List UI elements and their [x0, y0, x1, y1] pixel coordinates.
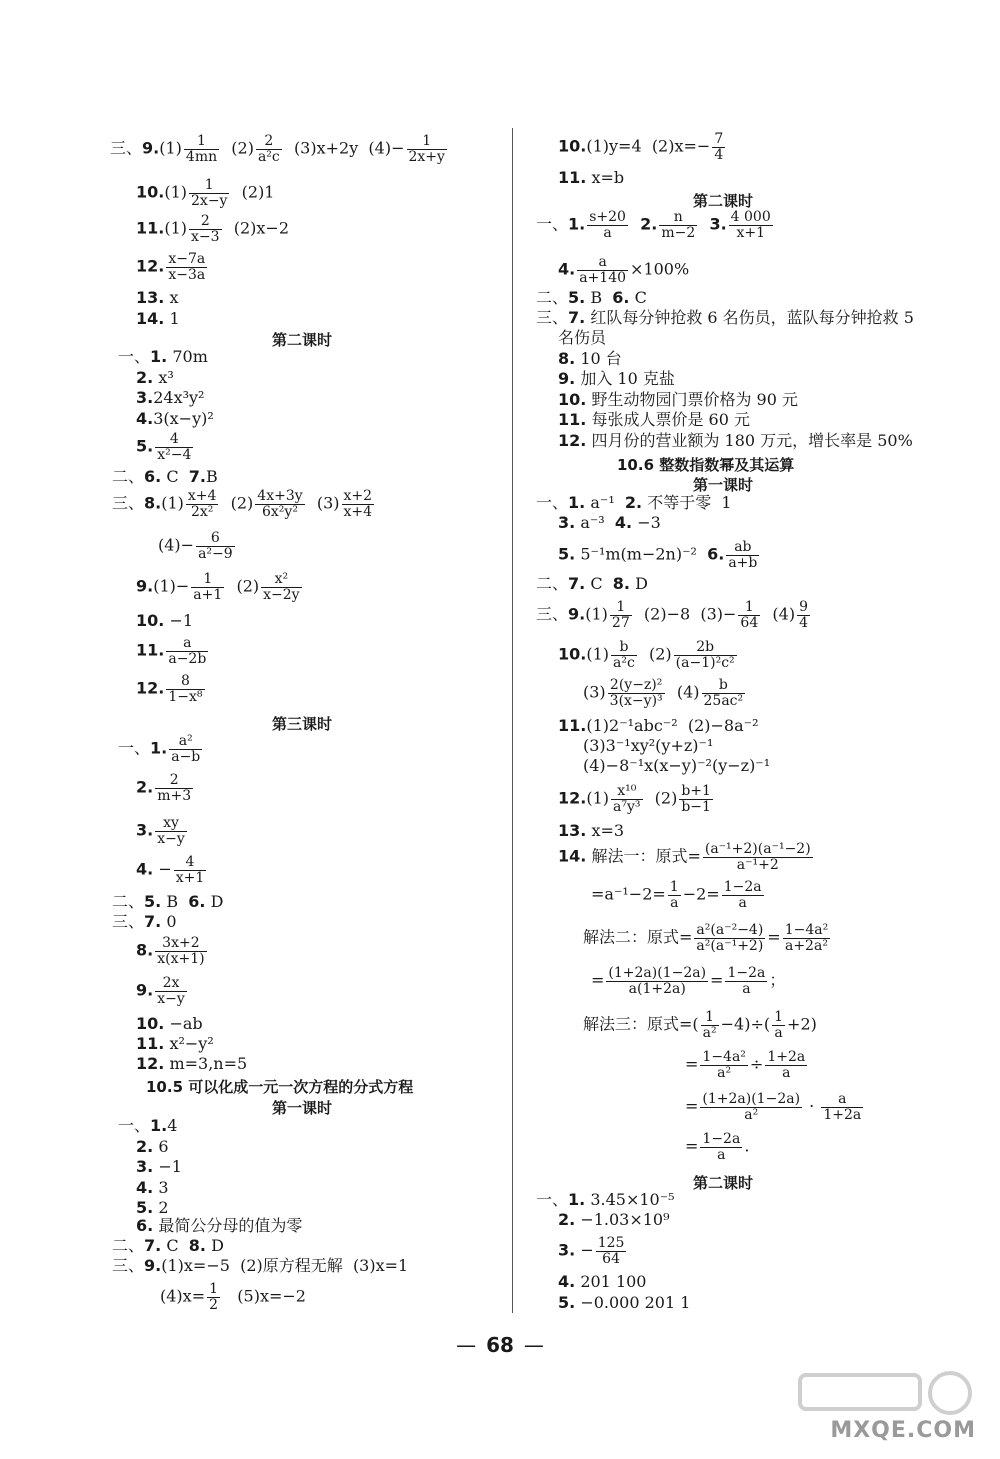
fraction: $\frac{b}{\text{25ac²}}$	[703, 677, 744, 709]
fraction: $\frac{4}{x+1}$	[175, 854, 205, 886]
section-heading: 第二课时	[693, 192, 754, 210]
fraction: $\frac{1}{64}$	[740, 599, 759, 631]
section-heading: 第二课时	[693, 1174, 754, 1192]
answer-line: 二、5. B 6. D	[112, 892, 224, 911]
answer-line: (4)−8⁻¹x(x−y)⁻²(y−z)⁻¹	[583, 756, 771, 775]
section-heading: 第一课时	[272, 1099, 333, 1117]
answer-line: 二、7. C 8. D	[536, 574, 648, 593]
answer-line: 10. −ab	[136, 1014, 203, 1033]
fraction: $\frac{b+1}{b-1}$	[681, 783, 711, 815]
answer-line: 三、9.(1) $\frac{1}{4mn}$ (2) $\frac{2}{\text{a²c}}$ (3)x+2y (4)− $\frac{1}{2x+y}$	[110, 133, 445, 165]
answer-line: 3. −1	[136, 1157, 182, 1176]
answer-line: 11.(1) $\frac{2}{x-3}$ (2)x−2	[136, 213, 290, 245]
answer-line: 8. $\frac{3x+2}{x(x+1)}$	[136, 935, 205, 967]
fraction: $\frac{2x}{x-y}$	[157, 975, 185, 1007]
section-heading: 第三课时	[272, 715, 333, 733]
fraction: $\frac{b}{\text{a²c}}$	[613, 639, 635, 671]
fraction: $\frac{\text{a²}}{a-b}$	[171, 733, 201, 765]
fraction: $\frac{1}{a}$	[669, 879, 679, 911]
answer-line: 14. 解法一：原式= $\frac{\text{(a⁻¹+2)(a⁻¹−2)}}{\text{a⁻¹+2}}$	[558, 841, 811, 873]
column-divider	[512, 128, 513, 1313]
fraction: $\frac{\text{a²(a⁻²−4)}}{\text{a²(a⁻¹+2)}}$	[696, 922, 764, 954]
answer-line: 10.(1) $\frac{b}{\text{a²c}}$ (2) $\frac{2b}{\text{(a−1)²c²}}$	[558, 639, 735, 671]
answer-line: 4. 201 100	[558, 1272, 647, 1291]
answer-line: 10.(1)y=4 (2)x=− $\frac{7}{4}$	[558, 131, 724, 163]
answer-line: 14. 1	[136, 309, 180, 328]
fraction: $\frac{x-7a}{x-3a}$	[168, 251, 206, 283]
fraction: $\frac{4}{\text{x²−4}}$	[157, 431, 192, 463]
fraction: $\frac{1}{a+1}$	[193, 571, 223, 603]
answer-line: 一、1. 70m	[118, 347, 208, 366]
fraction: $\frac{(1+2a)(1-2a)}{a(1+2a)}$	[608, 965, 707, 997]
fraction: $\frac{\text{1−4a²}}{\text{a²}}$	[702, 1049, 746, 1081]
answer-line: 一、1. 3.45×10⁻⁵	[536, 1190, 675, 1209]
answer-line: 12.(1) $\frac{\text{x¹⁰}}{\text{a⁷y³}}$ (2) $\frac{b+1}{b-1}$	[558, 783, 711, 815]
fraction: $\frac{6}{\text{a²−9}}$	[198, 530, 233, 562]
fraction: $\frac{n}{m-2}$	[661, 209, 696, 241]
answer-line: 11.(1)2⁻¹abc⁻² (2)−8a⁻²	[558, 716, 759, 735]
answer-line: 二、5. B 6. C	[536, 288, 647, 307]
fraction: $\frac{3x+2}{x(x+1)}$	[157, 935, 205, 967]
answer-line: 6. 最简公分母的值为零	[136, 1216, 303, 1235]
answer-line: 5. 2	[136, 1198, 169, 1217]
fraction: $\frac{\text{(a⁻¹+2)(a⁻¹−2)}}{\text{a⁻¹+2}}$	[704, 841, 811, 873]
answer-line: 一、1. $\frac{s+20}{a}$ 2. $\frac{n}{m-2}$ 3. $\frac{4 000}{x+1}$	[536, 209, 771, 241]
answer-line: 3. − $\frac{125}{64}$	[558, 1235, 625, 1267]
answer-line: 9. 加入 10 克盐	[558, 369, 675, 388]
section-heading: 10.6 整数指数幂及其运算	[617, 456, 795, 474]
fraction: $\frac{xy}{x-y}$	[157, 815, 185, 847]
answer-line: 12. m=3,n=5	[136, 1054, 248, 1073]
fraction: $\frac{ab}{a+b}$	[728, 539, 758, 571]
answer-line: 5. $\frac{4}{\text{x²−4}}$	[136, 431, 192, 463]
answer-line: 4. $\frac{a}{a+140}$ ×100%	[558, 254, 690, 286]
fraction: $\frac{1}{4mn}$	[185, 133, 218, 165]
fraction: $\frac{\text{1−4a²}}{\text{a+2a²}}$	[784, 922, 829, 954]
fraction: $\frac{2}{m+3}$	[157, 772, 192, 804]
answer-line: 解法三：原式=( $\frac{1}{\text{a²}}$ −4)÷( $\frac{1}{a}$ +2)	[583, 1009, 817, 1041]
answer-line: 11. x=b	[558, 168, 625, 187]
answer-line: 11. x²−y²	[136, 1034, 214, 1053]
section-heading: 10.5 可以化成一元一次方程的分式方程	[146, 1078, 414, 1096]
answer-line: 11. $\frac{a}{a-2b}$	[136, 635, 207, 667]
answer-line: 10. 野生动物园门票价格为 90 元	[558, 390, 798, 409]
answer-line: 三、7. 红队每分钟抢救 6 名伤员，蓝队每分钟抢救 5	[536, 308, 914, 327]
fraction: $\frac{7}{4}$	[714, 131, 724, 163]
answer-line: (3) $\frac{\text{2(y−z)²}}{\text{3(x−y)³}}$ (4) $\frac{b}{\text{25ac²}}$	[583, 677, 744, 709]
answer-line: 解法二：原式= $\frac{\text{a²(a⁻²−4)}}{\text{a²(a⁻¹+2)}}$ = $\frac{\text{1−4a²}}{\text{a+2a²}}$	[583, 922, 829, 954]
page-number: — 68 —	[456, 1333, 544, 1357]
fraction: $\frac{9}{4}$	[799, 599, 808, 631]
answer-line: 一、1. $\frac{\text{a²}}{a-b}$	[118, 733, 201, 765]
fraction: $\frac{\text{2(y−z)²}}{\text{3(x−y)³}}$	[609, 677, 663, 709]
answer-line: 4. 3	[136, 1178, 169, 1197]
answer-line: 名伤员	[558, 328, 607, 347]
answer-line: 三、9.(1)x=−5 (2)原方程无解 (3)x=1	[112, 1256, 409, 1275]
answer-line: 10.(1) $\frac{1}{2x-y}$ (2)1	[136, 177, 275, 209]
answer-line: 5. −0.000 201 1	[558, 1293, 691, 1312]
page-number-dash: —	[523, 1333, 544, 1357]
section-heading: 第二课时	[272, 331, 333, 349]
fraction: $\frac{1}{\text{a²}}$	[702, 1009, 717, 1041]
fraction: $\frac{1-2a}{a}$	[702, 1131, 741, 1163]
fraction: $\frac{a}{1+2a}$	[823, 1091, 862, 1123]
page-number-dash: —	[456, 1333, 477, 1357]
answer-line: 12. $\frac{8}{\text{1−x⁸}}$	[136, 673, 203, 705]
answer-line: (3)3⁻¹xy²(y+z)⁻¹	[583, 736, 714, 755]
answer-line: =a⁻¹−2= $\frac{1}{a}$ −2= $\frac{1-2a}{a}$	[591, 879, 762, 911]
fraction: $\frac{4x+3y}{\text{6x²y²}}$	[257, 488, 303, 520]
fraction: $\frac{1-2a}{a}$	[727, 965, 766, 997]
answer-line: 三、8.(1) $\frac{x+4}{\text{2x²}}$ (2) $\frac{4x+3y}{\text{6x²y²}}$ (3) $\frac{x+2}{x+4}$	[112, 488, 373, 520]
answer-line: 三、9.(1) $\frac{1}{27}$ (2)−8 (3)− $\frac{1}{64}$ (4) $\frac{9}{4}$	[536, 599, 808, 631]
fraction: $\frac{2}{x-3}$	[191, 213, 220, 245]
answer-line: = $\frac{(1+2a)(1-2a)}{\text{a²}}$ · $\frac{a}{1+2a}$	[685, 1091, 862, 1123]
answer-line: 2. −1.03×10⁹	[558, 1210, 670, 1229]
fraction: $\frac{x+4}{\text{2x²}}$	[187, 488, 217, 520]
fraction: $\frac{8}{\text{1−x⁸}}$	[168, 673, 203, 705]
answer-line: 13. x=3	[558, 821, 625, 840]
fraction: $\frac{x+2}{x+4}$	[343, 488, 373, 520]
answer-line: 3. a⁻³ 4. −3	[558, 513, 661, 532]
answer-line: 9.(1)− $\frac{1}{a+1}$ (2) $\frac{\text{x²}}{x-2y}$	[136, 571, 300, 603]
fraction: $\frac{a}{a+140}$	[579, 254, 627, 286]
answer-line: 3. $\frac{xy}{x-y}$	[136, 815, 185, 847]
answer-line: 2. 6	[136, 1137, 169, 1156]
fraction: $\frac{\text{x¹⁰}}{\text{a⁷y³}}$	[613, 783, 641, 815]
fraction: $\frac{1}{2}$	[209, 1281, 219, 1313]
answer-line: 4. − $\frac{4}{x+1}$	[136, 854, 205, 886]
fraction: $\frac{4 000}{x+1}$	[730, 209, 771, 241]
fraction: $\frac{2}{\text{a²c}}$	[257, 133, 280, 165]
answer-line: 12. $\frac{x-7a}{x-3a}$	[136, 251, 206, 283]
answer-line: 11. 每张成人票价是 60 元	[558, 410, 750, 429]
watermark-text: MXQE.COM	[830, 1418, 976, 1443]
answer-line: 5. 5⁻¹m(m−2n)⁻² 6. $\frac{ab}{a+b}$	[558, 539, 758, 571]
answer-line: 13. x	[136, 288, 179, 307]
answer-line: 二、6. C 7.B	[112, 467, 218, 486]
answer-line: (4)− $\frac{6}{\text{a²−9}}$	[158, 530, 233, 562]
fraction: $\frac{1}{2x-y}$	[191, 177, 228, 209]
fraction: $\frac{1+2a}{a}$	[767, 1049, 806, 1081]
answer-line: 2. x³	[136, 368, 174, 387]
fraction: $\frac{1}{a}$	[774, 1009, 784, 1041]
fraction: $\frac{1}{27}$	[611, 599, 630, 631]
answer-line: = $\frac{(1+2a)(1-2a)}{a(1+2a)}$ = $\frac{1-2a}{a}$ ；	[591, 965, 786, 997]
answer-line: 2. $\frac{2}{m+3}$	[136, 772, 192, 804]
answer-line: = $\frac{1-2a}{a}$ .	[685, 1131, 750, 1163]
section-heading: 第一课时	[693, 476, 754, 494]
answer-line: = $\frac{\text{1−4a²}}{\text{a²}}$ ÷ $\frac{1+2a}{a}$	[685, 1049, 806, 1081]
answer-line: 三、7. 0	[112, 912, 177, 931]
fraction: $\frac{1-2a}{a}$	[723, 879, 762, 911]
fraction: $\frac{s+20}{a}$	[589, 209, 626, 241]
fraction: $\frac{a}{a-2b}$	[168, 635, 207, 667]
answer-line: 12. 四月份的营业额为 180 万元，增长率是 50%	[558, 431, 913, 450]
fraction: $\frac{\text{x²}}{x-2y}$	[263, 571, 300, 603]
answer-line: 一、1.4	[118, 1116, 178, 1135]
fraction: $\frac{2b}{\text{(a−1)²c²}}$	[675, 639, 735, 671]
answer-line: 4.3(x−y)²	[136, 409, 214, 428]
answer-line: 8. 10 台	[558, 349, 622, 368]
fraction: $\frac{1}{2x+y}$	[408, 133, 445, 165]
answer-line: 二、7. C 8. D	[112, 1236, 224, 1255]
answer-line: 10. −1	[136, 611, 194, 630]
answer-line: 9. $\frac{2x}{x-y}$	[136, 975, 185, 1007]
answer-line: (4)x= $\frac{1}{2}$ (5)x=−2	[160, 1281, 306, 1313]
fraction: $\frac{(1+2a)(1-2a)}{\text{a²}}$	[702, 1091, 801, 1123]
fraction: $\frac{125}{64}$	[597, 1235, 625, 1267]
answer-line: 3.24x³y²	[136, 388, 205, 407]
answer-line: 一、1. a⁻¹ 2. 不等于零 1	[536, 493, 732, 512]
